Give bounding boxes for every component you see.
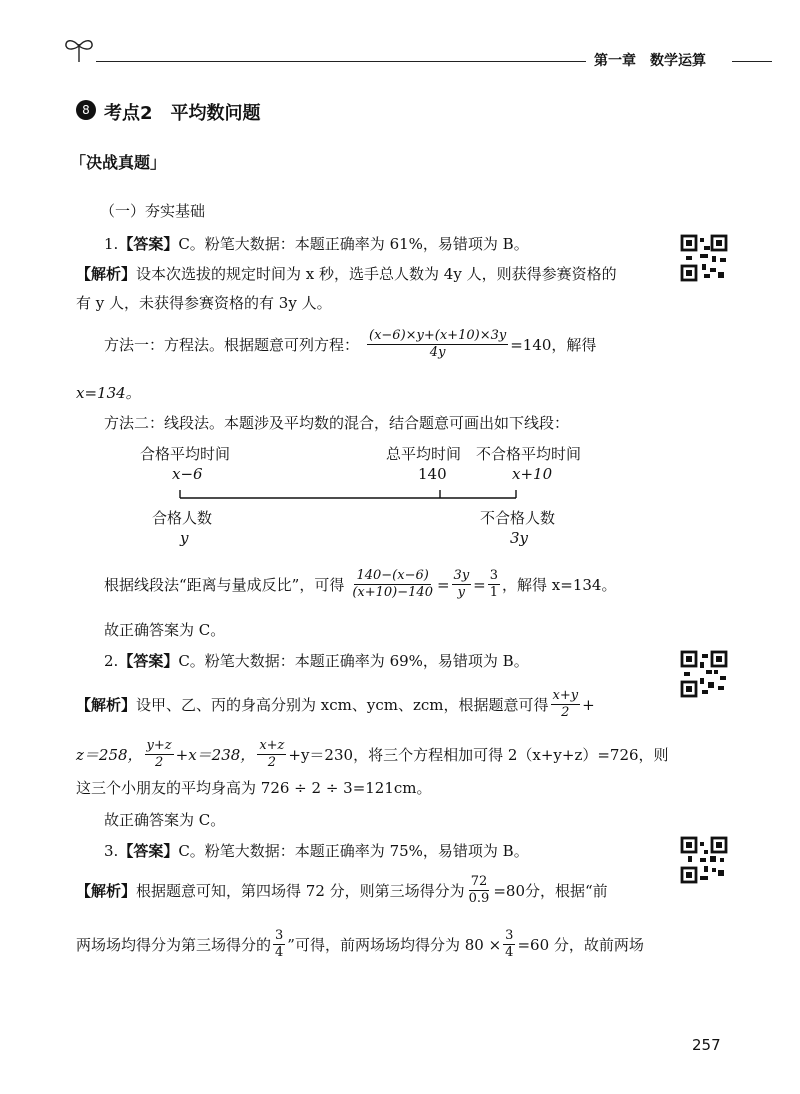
q1-method2: 方法二：线段法。本题涉及平均数的混合，结合题意可画出如下线段： [104, 414, 570, 432]
q3-analysis-line1 [76, 874, 608, 907]
q1-fraction3-numerator: 3 [489, 568, 499, 583]
q3-fraction-d [467, 874, 492, 907]
q1-answer-tag: 【答案】 [118, 235, 179, 253]
diagram-label-qualified-count: 合格人数 [152, 509, 213, 527]
q1-conclusion: 故正确答案为 C。 [104, 621, 226, 639]
q1-number: 1. [104, 235, 119, 253]
q1-fraction2-numerator: 3y [453, 568, 470, 583]
diagram-label-unqualified-count: 不合格人数 [480, 509, 556, 527]
q3-analysis-tag: 【解析】 [76, 881, 137, 900]
diagram-value-total-avg: 140 [418, 465, 447, 483]
q1-method1-suffix: =140，解得 [510, 335, 597, 354]
page-number: 257 [692, 1036, 721, 1054]
q1-segment-fraction1 [350, 568, 435, 601]
subsection-label: 「决战真题」 [70, 153, 167, 172]
q1-answer-text: C。粉笔大数据：本题正确率为 61%，易错项为 B。 [178, 235, 529, 253]
q2-analysis-line1 [76, 688, 595, 721]
q2-fraction-b-denominator: 2 [154, 755, 164, 770]
q3-answer-text: C。粉笔大数据：本题正确率为 75%，易错项为 B。 [178, 842, 529, 860]
q1-fraction2-denominator: y [457, 585, 466, 600]
q2-analysis-tag: 【解析】 [76, 695, 137, 714]
q1-fraction3-denominator: 1 [489, 585, 499, 600]
q2-fraction-a-numerator: x+y [552, 688, 579, 703]
q1-segment-fraction3 [488, 568, 500, 601]
q1-analysis-tag: 【解析】 [76, 265, 137, 283]
diagram-value-qualified-count: y [180, 529, 189, 547]
q2-line1-end: + [582, 695, 595, 714]
diagram-value-unqualified-avg: x+10 [512, 465, 553, 483]
q3-fraction-f-numerator: 3 [505, 928, 514, 943]
q1-equals1: = [436, 575, 450, 594]
q1-method1-numerator: (x−6)×y+(x+10)×3y [369, 328, 507, 343]
q2-fraction-c-numerator: x+z [259, 738, 285, 753]
q3-answer [104, 841, 529, 861]
q1-analysis-text1: 设本次选拔的规定时间为 x 秒，选手总人数为 4y 人，则获得参赛资格的 [136, 265, 617, 283]
q2-fraction-a [551, 688, 581, 721]
q3-fraction-d-numerator: 72 [470, 874, 488, 889]
section-title: 考点2 平均数问题 [104, 103, 261, 124]
q2-analysis-text1: 设甲、乙、丙的身高分别为 xcm、ycm、zcm，根据题意可得 [136, 695, 549, 714]
q1-method1-result: x=134。 [76, 384, 141, 402]
q3-fraction-f-denominator: 4 [505, 945, 514, 960]
diagram-value-qualified-avg: x−6 [172, 465, 203, 483]
q1-segment-method [104, 568, 616, 601]
q3-fraction-e [273, 928, 285, 961]
q1-method1-prefix: 方法一：方程法。根据题意可列方程： [104, 335, 360, 354]
part-heading: （一）夯实基础 [100, 202, 206, 220]
qr-code-icon-q2[interactable] [680, 650, 728, 698]
q1-method1 [104, 328, 596, 361]
q1-fraction1-numerator: 140−(x−6) [356, 568, 429, 583]
q3-line2-c: =60 分，故前两场 [517, 935, 644, 954]
q1-segment-fraction2 [452, 568, 472, 601]
q2-conclusion: 故正确答案为 C。 [104, 811, 226, 829]
chapter-title: 第一章 数学运算 [594, 53, 706, 69]
q2-number: 2. [104, 652, 119, 670]
q3-fraction-e-denominator: 4 [275, 945, 284, 960]
diagram-label-unqualified-avg: 不合格平均时间 [476, 445, 582, 463]
q1-analysis-line2: 有 y 人，未获得参赛资格的有 3y 人。 [76, 294, 332, 312]
q2-answer-text: C。粉笔大数据：本题正确率为 69%，易错项为 B。 [178, 652, 529, 670]
qr-code-icon-q1[interactable] [680, 234, 728, 282]
q2-line2-start: z＝258， [76, 745, 143, 764]
q1-segment-prefix: 根据线段法“距离与量成反比”，可得 [104, 575, 345, 594]
q3-number: 3. [104, 842, 119, 860]
header-rule-right [732, 61, 772, 62]
q3-line1-a: 根据题意可知，第四场得 72 分，则第三场得分为 [136, 881, 465, 900]
header-rule-left [96, 61, 586, 62]
q2-fraction-a-denominator: 2 [561, 705, 570, 720]
q1-analysis-line1 [76, 264, 617, 284]
section-badge [76, 100, 96, 120]
diagram-label-total-avg: 总平均时间 [386, 445, 462, 463]
q3-fraction-d-denominator: 0.9 [468, 891, 490, 906]
q1-fraction1-denominator: (x+10)−140 [352, 585, 433, 600]
sprout-icon [62, 34, 96, 64]
q3-fraction-e-numerator: 3 [275, 928, 284, 943]
section-badge-number: 8 [82, 103, 90, 117]
q2-analysis-line3: 这三个小朋友的平均身高为 726 ÷ 2 ÷ 3=121cm。 [76, 779, 432, 797]
q2-fraction-c [257, 738, 286, 771]
q1-equals2: = [473, 575, 486, 594]
q2-fraction-b-numerator: y+z [146, 738, 172, 753]
q3-line1-b: =80分，根据“前 [493, 881, 608, 900]
q2-answer-tag: 【答案】 [118, 652, 179, 670]
diagram-segment-line [176, 484, 522, 504]
q2-line2-mid: +x＝238， [175, 745, 256, 764]
qr-code-icon-q3[interactable] [680, 836, 728, 884]
q2-analysis-line2 [76, 738, 669, 771]
q3-analysis-line2 [76, 928, 644, 961]
q2-fraction-c-denominator: 2 [267, 755, 276, 770]
q1-method1-denominator: 4y [429, 345, 446, 360]
q3-line2-b: ”可得，前两场场均得分为 80 × [287, 935, 502, 954]
diagram-value-unqualified-count: 3y [510, 529, 529, 547]
q1-method1-fraction [367, 328, 508, 361]
q3-fraction-f [503, 928, 515, 961]
q2-answer [104, 651, 529, 671]
q3-answer-tag: 【答案】 [118, 842, 179, 860]
q2-line2-end: +y＝230，将三个方程相加可得 2（x+y+z）=726，则 [288, 745, 669, 764]
diagram-label-qualified-avg: 合格平均时间 [140, 445, 231, 463]
q1-segment-suffix: ，解得 x=134。 [502, 575, 617, 594]
q2-fraction-b [145, 738, 174, 771]
q1-answer [104, 234, 529, 254]
q3-line2-a: 两场场均得分为第三场得分的 [76, 935, 272, 954]
